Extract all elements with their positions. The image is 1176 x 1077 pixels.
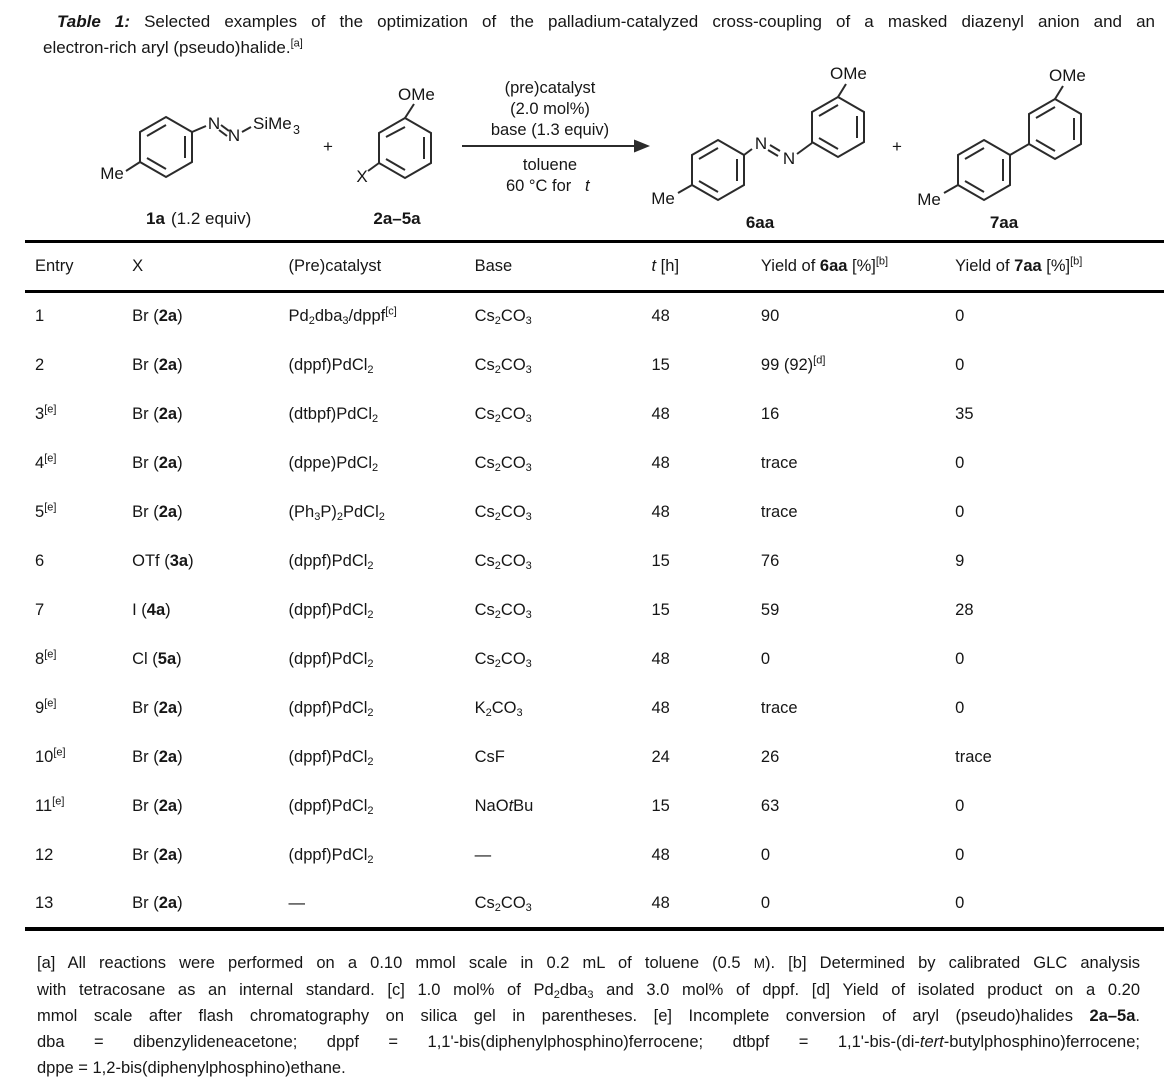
cell-entry: 9[e]: [35, 697, 57, 717]
cell-yield-7aa: 0: [955, 649, 965, 668]
footnotes-block: [37, 950, 1140, 1077]
cell-entry: 11[e]: [35, 795, 65, 815]
me-label: Me: [651, 189, 675, 208]
cell-precatalyst: (dppf)PdCl$_2$: [288, 747, 374, 768]
footnote-line: mmol scale after flash chromatography on silica gel in parentheses. [e] Incomplete conversion of aryl (pseudo)halides 2a–5a.: [37, 1007, 1140, 1025]
me-label: Me: [917, 190, 941, 209]
cell-yield-6aa: trace: [760, 698, 798, 717]
cell-yield-7aa: trace: [955, 747, 992, 766]
plus-sign: +: [892, 137, 902, 156]
table-row: [25, 488, 1164, 537]
cell-base: $Cs_2CO_3$: [474, 307, 532, 328]
cell-x: Br (2a): [132, 307, 183, 326]
cell-yield-7aa: 0: [955, 502, 965, 521]
table-row: [25, 292, 1164, 341]
n-label: N: [207, 114, 221, 133]
cell-yield-6aa: trace: [760, 453, 798, 472]
cell-precatalyst: (dppe)PdCl$_2$: [288, 453, 379, 474]
cell-entry: 10[e]: [35, 746, 66, 766]
reactant-1a-structure: [100, 114, 300, 228]
compound-label-2a5a: 2a–5a: [373, 209, 421, 228]
cell-base: $Cs_2CO_3$: [474, 453, 532, 474]
cell-x: Br (2a): [132, 893, 183, 912]
cell-x: I (4a): [132, 600, 171, 619]
cell-entry: 3[e]: [35, 403, 57, 423]
cell-x: Br (2a): [132, 845, 183, 864]
column-header-time: t [h]: [651, 257, 680, 275]
footnote-line: dba = dibenzylideneacetone; dppf = 1,1'-bis(diphenylphosphino)ferrocene; dtbpf = 1,1'-bis-(di-tert-butylphosphino)ferrocene;: [37, 1033, 1140, 1051]
cell-base: —: [474, 845, 492, 864]
cell-yield-6aa: 26: [760, 747, 780, 766]
reaction-scheme: [0, 55, 1176, 237]
cell-time: 48: [651, 453, 670, 472]
cell-time: 48: [651, 893, 670, 912]
table-row: [25, 390, 1164, 439]
footnote-line: [a] All reactions were performed on a 0.10 mmol scale in 0.2 mL of toluene (0.5 M). [b] Determined by calibrated GLC analysis: [37, 954, 1140, 972]
cell-yield-6aa: 76: [760, 551, 780, 570]
header-row: [25, 242, 1164, 292]
cell-x: OTf (3a): [132, 551, 194, 570]
table-row: [25, 635, 1164, 684]
cell-time: 48: [651, 307, 670, 326]
sime3-subscript: 3: [293, 123, 300, 137]
cell-precatalyst: (dppf)PdCl$_2$: [288, 845, 374, 866]
cell-yield-7aa: 0: [955, 355, 965, 374]
cell-yield-6aa: 0: [760, 649, 771, 668]
table-row: [25, 684, 1164, 733]
table-row: [25, 782, 1164, 831]
column-header-precatalyst: (Pre)catalyst: [288, 257, 382, 275]
cell-yield-7aa: 0: [955, 845, 965, 864]
cell-x: Br (2a): [132, 355, 183, 374]
reaction-arrow: [462, 140, 650, 153]
cell-yield-6aa: 99 (92)[d]: [760, 354, 826, 374]
column-header-x: X: [132, 257, 144, 275]
cell-precatalyst: (dppf)PdCl$_2$: [288, 355, 374, 376]
product-7aa-structure: [917, 66, 1086, 232]
cell-time: 48: [651, 845, 670, 864]
cell-yield-7aa: 0: [955, 796, 965, 815]
cell-precatalyst: (dppf)PdCl$_2$: [288, 649, 374, 670]
cell-entry: 13: [35, 893, 54, 912]
cell-entry: 2: [35, 355, 45, 374]
cell-base: CsF: [474, 747, 505, 766]
compound-label-6aa: 6aa: [745, 213, 775, 232]
cell-yield-6aa: 0: [760, 845, 771, 864]
condition-base: base (1.3 equiv): [490, 121, 610, 139]
ome-label: OMe: [398, 85, 435, 104]
me-label: Me: [100, 164, 124, 183]
n-label: N: [782, 149, 796, 168]
condition-precatalyst: (pre)catalyst: [504, 79, 596, 97]
cell-time: 48: [651, 649, 670, 668]
cell-entry: 5[e]: [35, 501, 57, 521]
condition-loading: (2.0 mol%): [510, 100, 590, 118]
cell-yield-6aa: 0: [760, 893, 771, 912]
table-row: [25, 831, 1164, 880]
column-header-yield-7aa: Yield of 7aa [%][b]: [955, 255, 1083, 275]
cell-x: Br (2a): [132, 747, 183, 766]
cell-base: $Cs_2CO_3$: [474, 600, 532, 621]
cell-time: 15: [651, 600, 670, 619]
cell-entry: 7: [35, 600, 45, 619]
cell-yield-6aa: 63: [760, 796, 780, 815]
reaction-conditions: [491, 79, 609, 195]
cell-yield-7aa: 0: [955, 453, 965, 472]
footnote-line: dppe = 1,2-bis(diphenylphosphino)ethane.: [37, 1059, 346, 1077]
cell-time: 24: [651, 747, 670, 766]
table-row: [25, 586, 1164, 635]
cell-base: $K_2CO_3$: [474, 698, 523, 719]
cell-x: Cl (5a): [132, 649, 182, 668]
cell-precatalyst: (dppf)PdCl$_2$: [288, 698, 374, 719]
cell-base: NaOtBu: [474, 796, 534, 815]
cell-time: 15: [651, 796, 670, 815]
cell-yield-7aa: 9: [955, 551, 965, 570]
column-header-yield-6aa: Yield of 6aa [%][b]: [760, 255, 889, 275]
table-body: [25, 292, 1164, 929]
cell-time: 48: [651, 404, 670, 423]
cell-yield-6aa: 59: [760, 600, 780, 619]
cell-entry: 4[e]: [35, 452, 57, 472]
table-row: [25, 439, 1164, 488]
cell-precatalyst: (dtbpf)PdCl$_2$: [288, 404, 379, 425]
cell-yield-6aa: 90: [760, 307, 780, 326]
cell-base: $Cs_2CO_3$: [474, 502, 532, 523]
cell-time: 15: [651, 355, 670, 374]
plus-sign: +: [323, 137, 333, 156]
column-header-entry: Entry: [35, 257, 74, 275]
sime3-label: SiMe: [253, 114, 292, 133]
x-substituent-label: X: [356, 167, 368, 186]
cell-precatalyst: (dppf)PdCl$_2$: [288, 600, 374, 621]
table-row: [25, 733, 1164, 782]
footnote-line: with tetracosane as an internal standard. [c] 1.0 mol% of $Pd_2dba_3$ and 3.0 mol% of dppf. [d] Yield of isolated product on a 0.20: [37, 981, 1141, 1001]
cell-yield-7aa: 0: [955, 698, 965, 717]
cell-base: $Cs_2CO_3$: [474, 355, 532, 376]
table-title-line2: electron-rich aryl (pseudo)halide.[a]: [43, 37, 303, 57]
cell-yield-7aa: 35: [955, 404, 974, 423]
cell-precatalyst: —: [288, 893, 306, 912]
cell-time: 48: [651, 502, 670, 521]
cell-precatalyst: (dppf)PdCl$_2$: [288, 551, 374, 572]
ome-label: OMe: [1049, 66, 1086, 85]
cell-entry: 6: [35, 551, 45, 570]
cell-base: $Cs_2CO_3$: [474, 404, 532, 425]
cell-time: 15: [651, 551, 670, 570]
compound-label-1a: 1a: [146, 209, 165, 228]
cell-precatalyst: $(Ph_3P)_2PdCl_2$: [288, 502, 385, 523]
cell-x: Br (2a): [132, 502, 183, 521]
cell-entry: 8[e]: [35, 648, 57, 668]
compound-qty-1a: (1.2 equiv): [171, 209, 252, 228]
ome-label: OMe: [830, 64, 867, 83]
cell-x: Br (2a): [132, 453, 183, 472]
table-title-line1: Table 1: Selected examples of the optimization of the palladium-catalyzed cross-coupling of a masked diazenyl anion and an: [57, 12, 1156, 31]
cell-yield-7aa: 0: [955, 307, 965, 326]
column-header-base: Base: [474, 257, 513, 275]
cell-entry: 1: [35, 307, 45, 326]
cell-x: Br (2a): [132, 796, 183, 815]
n-label: N: [227, 126, 241, 145]
cell-base: $Cs_2CO_3$: [474, 649, 532, 670]
condition-temperature: 60 °C for: [506, 177, 572, 195]
condition-time-variable: t: [585, 177, 590, 195]
condition-solvent: toluene: [522, 156, 578, 174]
cell-time: 48: [651, 698, 670, 717]
cell-base: $Cs_2CO_3$: [474, 893, 532, 914]
reactant-2a5a-structure: [356, 85, 435, 228]
arrowhead: [634, 140, 650, 153]
table-header: [25, 242, 1164, 292]
cell-precatalyst: (dppf)PdCl$_2$: [288, 796, 374, 817]
product-6aa-structure: [651, 64, 867, 232]
table-row: [25, 880, 1164, 929]
results-table: [25, 240, 1164, 931]
cell-x: Br (2a): [132, 698, 183, 717]
cell-yield-7aa: 28: [955, 600, 974, 619]
cell-base: $Cs_2CO_3$: [474, 551, 532, 572]
cell-precatalyst: $Pd_2dba_3/dppf[c]$: [288, 305, 397, 328]
compound-label-7aa: 7aa: [989, 213, 1019, 232]
cell-yield-6aa: trace: [760, 502, 798, 521]
cell-yield-6aa: 16: [760, 404, 780, 423]
cell-entry: 12: [35, 845, 54, 864]
table-row: [25, 537, 1164, 586]
cell-yield-7aa: 0: [955, 893, 965, 912]
table-row: [25, 341, 1164, 390]
cell-x: Br (2a): [132, 404, 183, 423]
n-label: N: [754, 134, 768, 153]
